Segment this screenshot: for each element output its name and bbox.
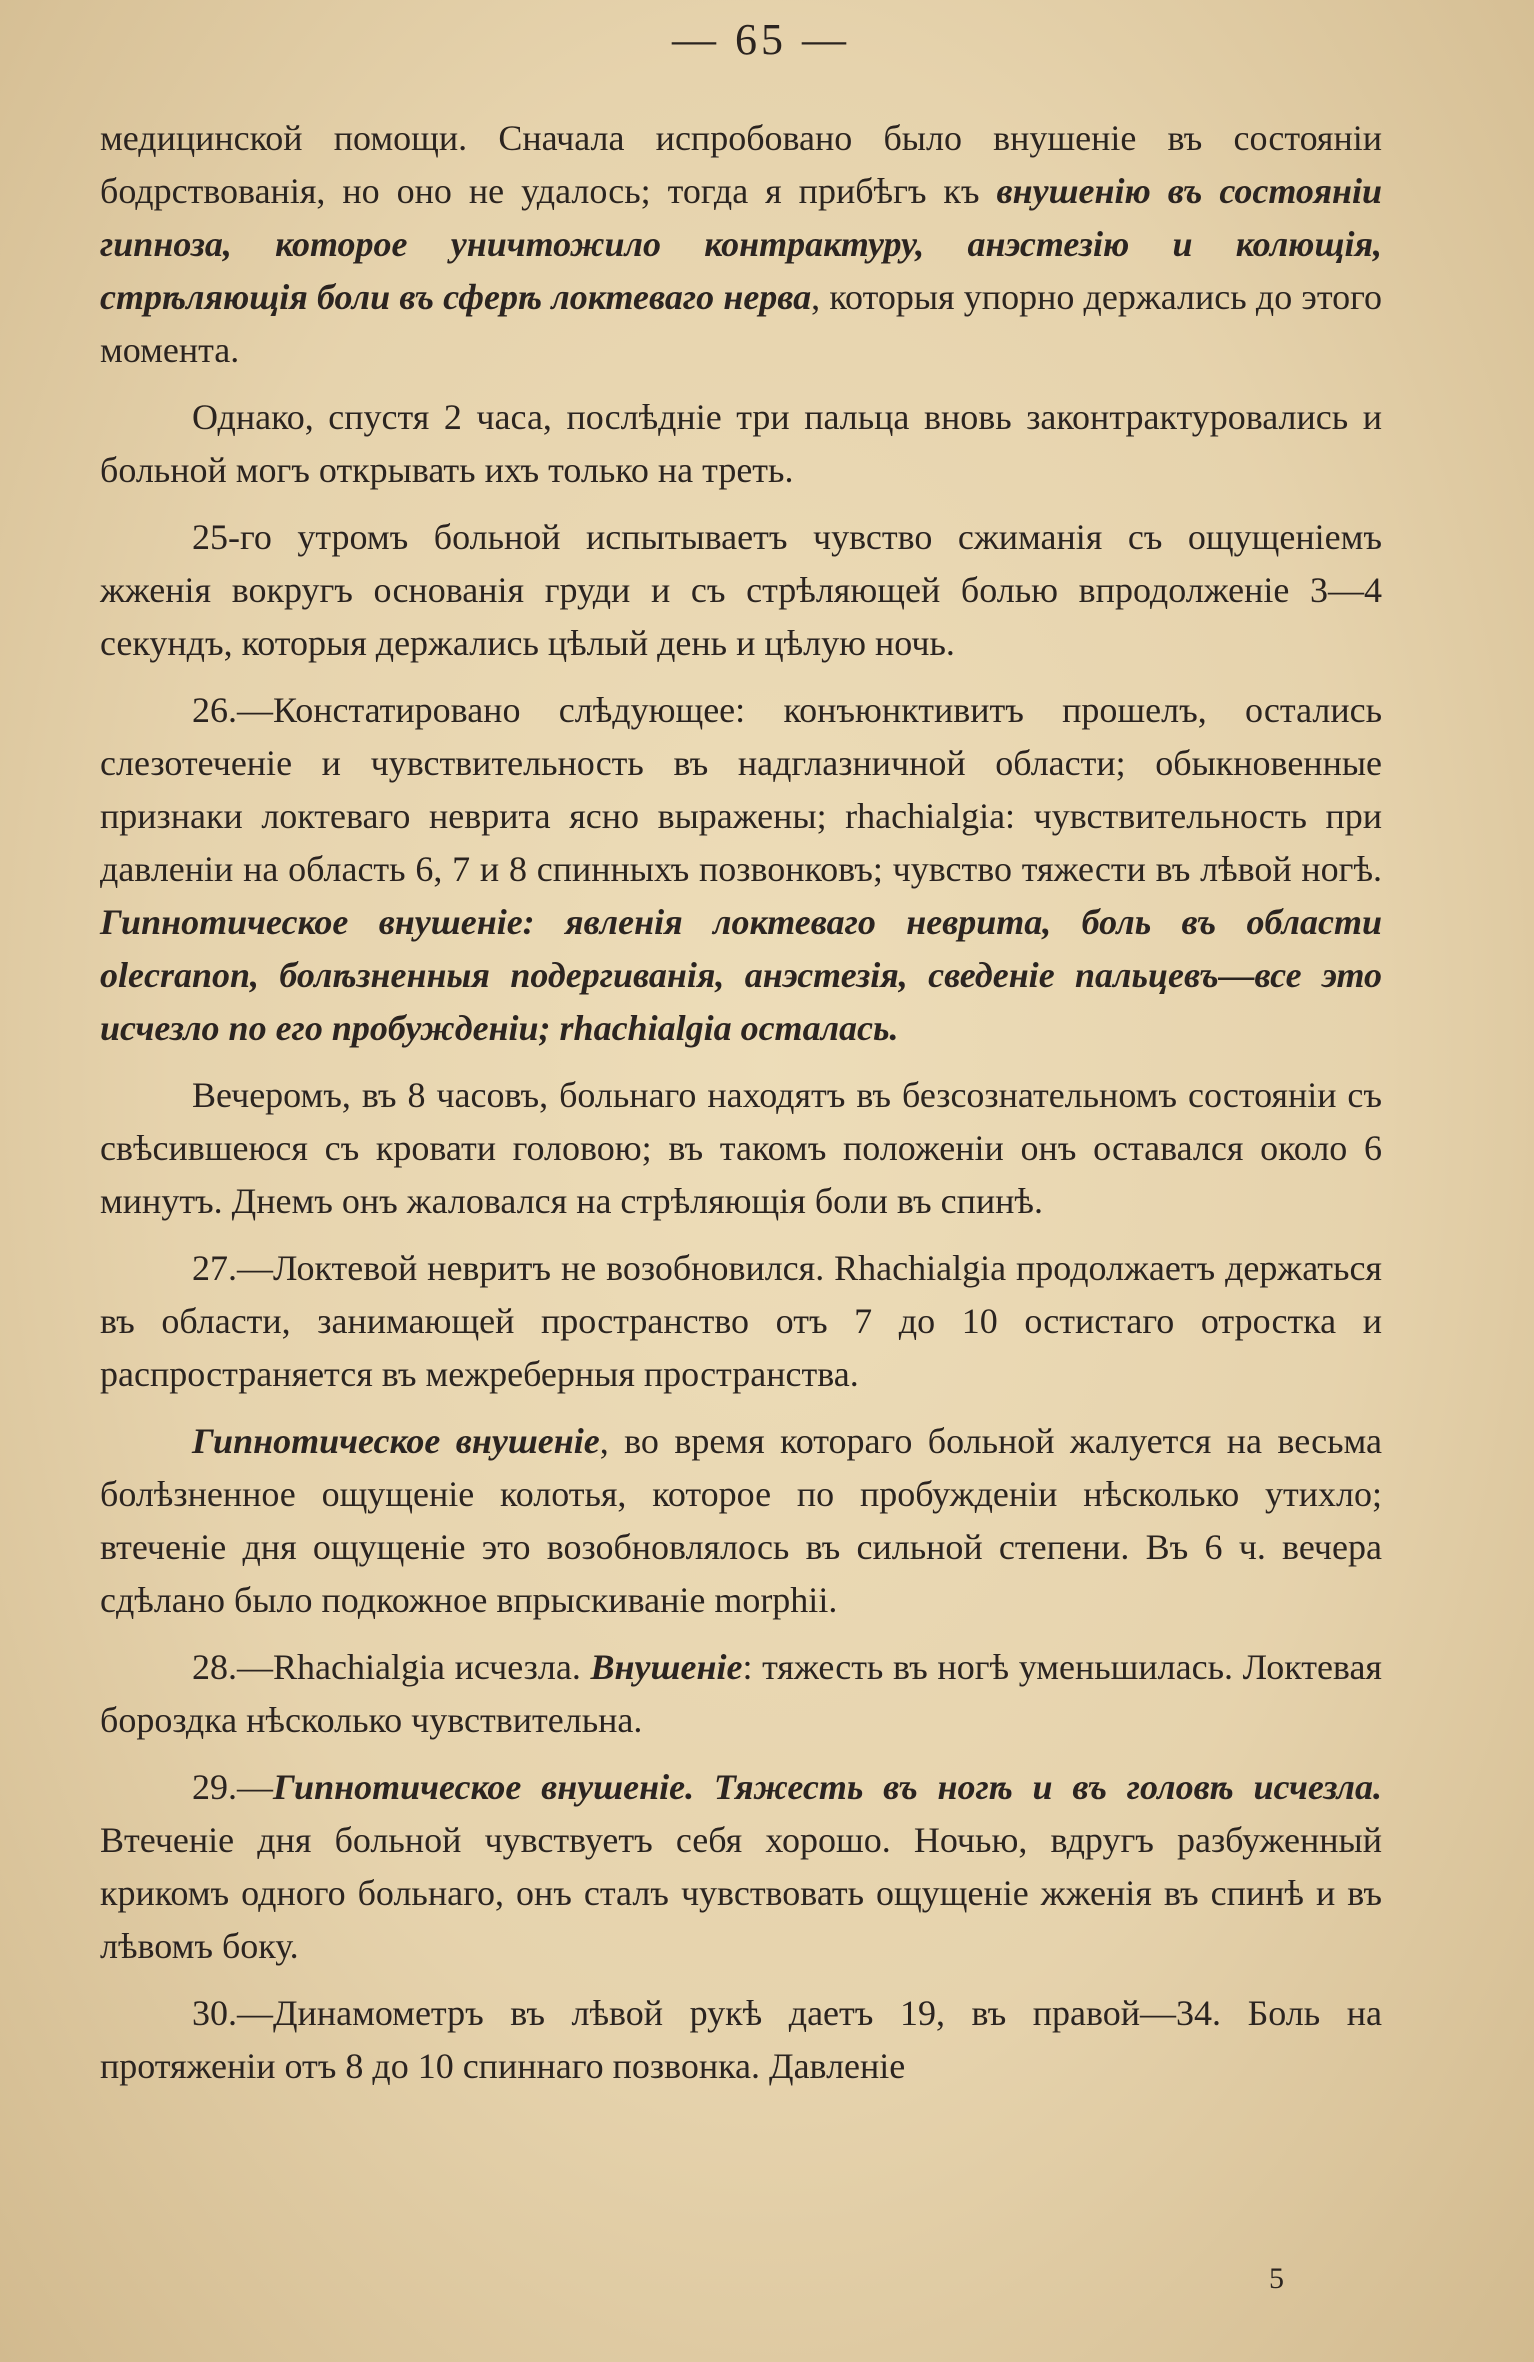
- text-run: : тяжесть въ ногѣ уменьшилась. Локтевая бороздка нѣсколько чувствительна.: [100, 1647, 1382, 1740]
- paragraph: [100, 684, 1382, 1055]
- text-run: Вечеромъ, въ 8 часовъ, больнаго находятъ въ безсознательномъ состояніи съ свѣсившеюся съ кровати головою; въ такомъ положеніи онъ оставался около 6 минутъ. Днемъ онъ жаловался на стрѣляющія боли въ спинѣ.: [100, 1075, 1382, 1221]
- text-run: , которыя упорно держались до этого момента.: [100, 277, 1382, 370]
- text-run: 27.—Локтевой невритъ не возобновился. Rhachialgia продолжаетъ держаться въ области, занимающей пространство отъ 7 до 10 остистаго отростка и распространяется въ межреберныя пространства.: [100, 1248, 1382, 1394]
- paragraph: [100, 1069, 1382, 1228]
- paragraph: [100, 1415, 1382, 1627]
- paragraph: [100, 112, 1382, 377]
- body-text: [100, 112, 1382, 2093]
- italic-text-run: Гипнотическое внушеніе: [192, 1421, 600, 1461]
- paragraph: [100, 391, 1382, 497]
- text-run: медицинской помощи. Сначала испробовано было внушеніе въ состояніи бодрствованія, но оно не удалось; тогда я прибѣгъ къ: [100, 118, 1382, 211]
- text-run: Втеченіе дня больной чувствуетъ себя хорошо. Ночью, вдругъ разбуженный крикомъ одного больнаго, онъ сталъ чувствовать ощущеніе жженія въ спинѣ и въ лѣвомъ боку.: [100, 1820, 1382, 1966]
- text-run: 25-го утромъ больной испытываетъ чувство сжиманія съ ощущеніемъ жженія вокругъ основанія груди и съ стрѣляющей болью впродолженіе 3—4 секундъ, которыя держались цѣлый день и цѣлую ночь.: [100, 517, 1382, 663]
- italic-text-run: Гипнотическое внушеніе: явленія локтеваго неврита, боль въ области olecranon, болѣзненныя подергиванія, анэстезія, сведеніе пальцевъ—все это исчезло по его пробужденіи; rhachialgia осталась.: [100, 902, 1382, 1048]
- paragraph: [100, 1761, 1382, 1973]
- italic-text-run: внушенію въ состояніи гипноза, которое уничтожило контрактуру, анэстезію и колющія, стрѣляющія боли въ сферѣ локтеваго нерва: [100, 171, 1382, 317]
- text-run: 30.—Динамометръ въ лѣвой рукѣ даетъ 19, въ правой—34. Боль на протяженіи отъ 8 до 10 спиннаго позвонка. Давленіе: [100, 1993, 1382, 2086]
- paragraph: [100, 1987, 1382, 2093]
- text-run: , во время котораго больной жалуется на весьма болѣзненное ощущеніе колотья, которое по пробужденіи нѣсколько утихло; втеченіе дня ощущеніе это возобновлялось въ сильной степени. Въ 6 ч. вечера сдѣлано было подкожное впрыскиваніе morphii.: [100, 1421, 1382, 1620]
- paragraph: [100, 1641, 1382, 1747]
- text-run: 29.—: [192, 1767, 273, 1807]
- page-number: — 65 —: [672, 15, 850, 64]
- signature-mark: 5: [1269, 2262, 1284, 2295]
- paragraph: [100, 1242, 1382, 1401]
- text-run: Однако, спустя 2 часа, послѣдніе три пальца вновь законтрактуровались и больной могъ открывать ихъ только на треть.: [100, 397, 1382, 490]
- italic-text-run: Гипнотическое внушеніе. Тяжесть въ ногѣ и въ головѣ исчезла.: [273, 1767, 1382, 1807]
- text-run: 28.—Rhachialgia исчезла.: [192, 1647, 591, 1687]
- text-run: 26.—Констатировано слѣдующее: конъюнктивитъ прошелъ, остались слезотеченіе и чувствительность въ надглазничной области; обыкновенные признаки локтеваго неврита ясно выражены; rhachialgia: чувствительность при давленіи на область 6, 7 и 8 спинныхъ позвонковъ; чувство тяжести въ лѣвой ногѣ.: [100, 690, 1382, 889]
- italic-text-run: Внушеніе: [590, 1647, 743, 1687]
- paragraph: [100, 511, 1382, 670]
